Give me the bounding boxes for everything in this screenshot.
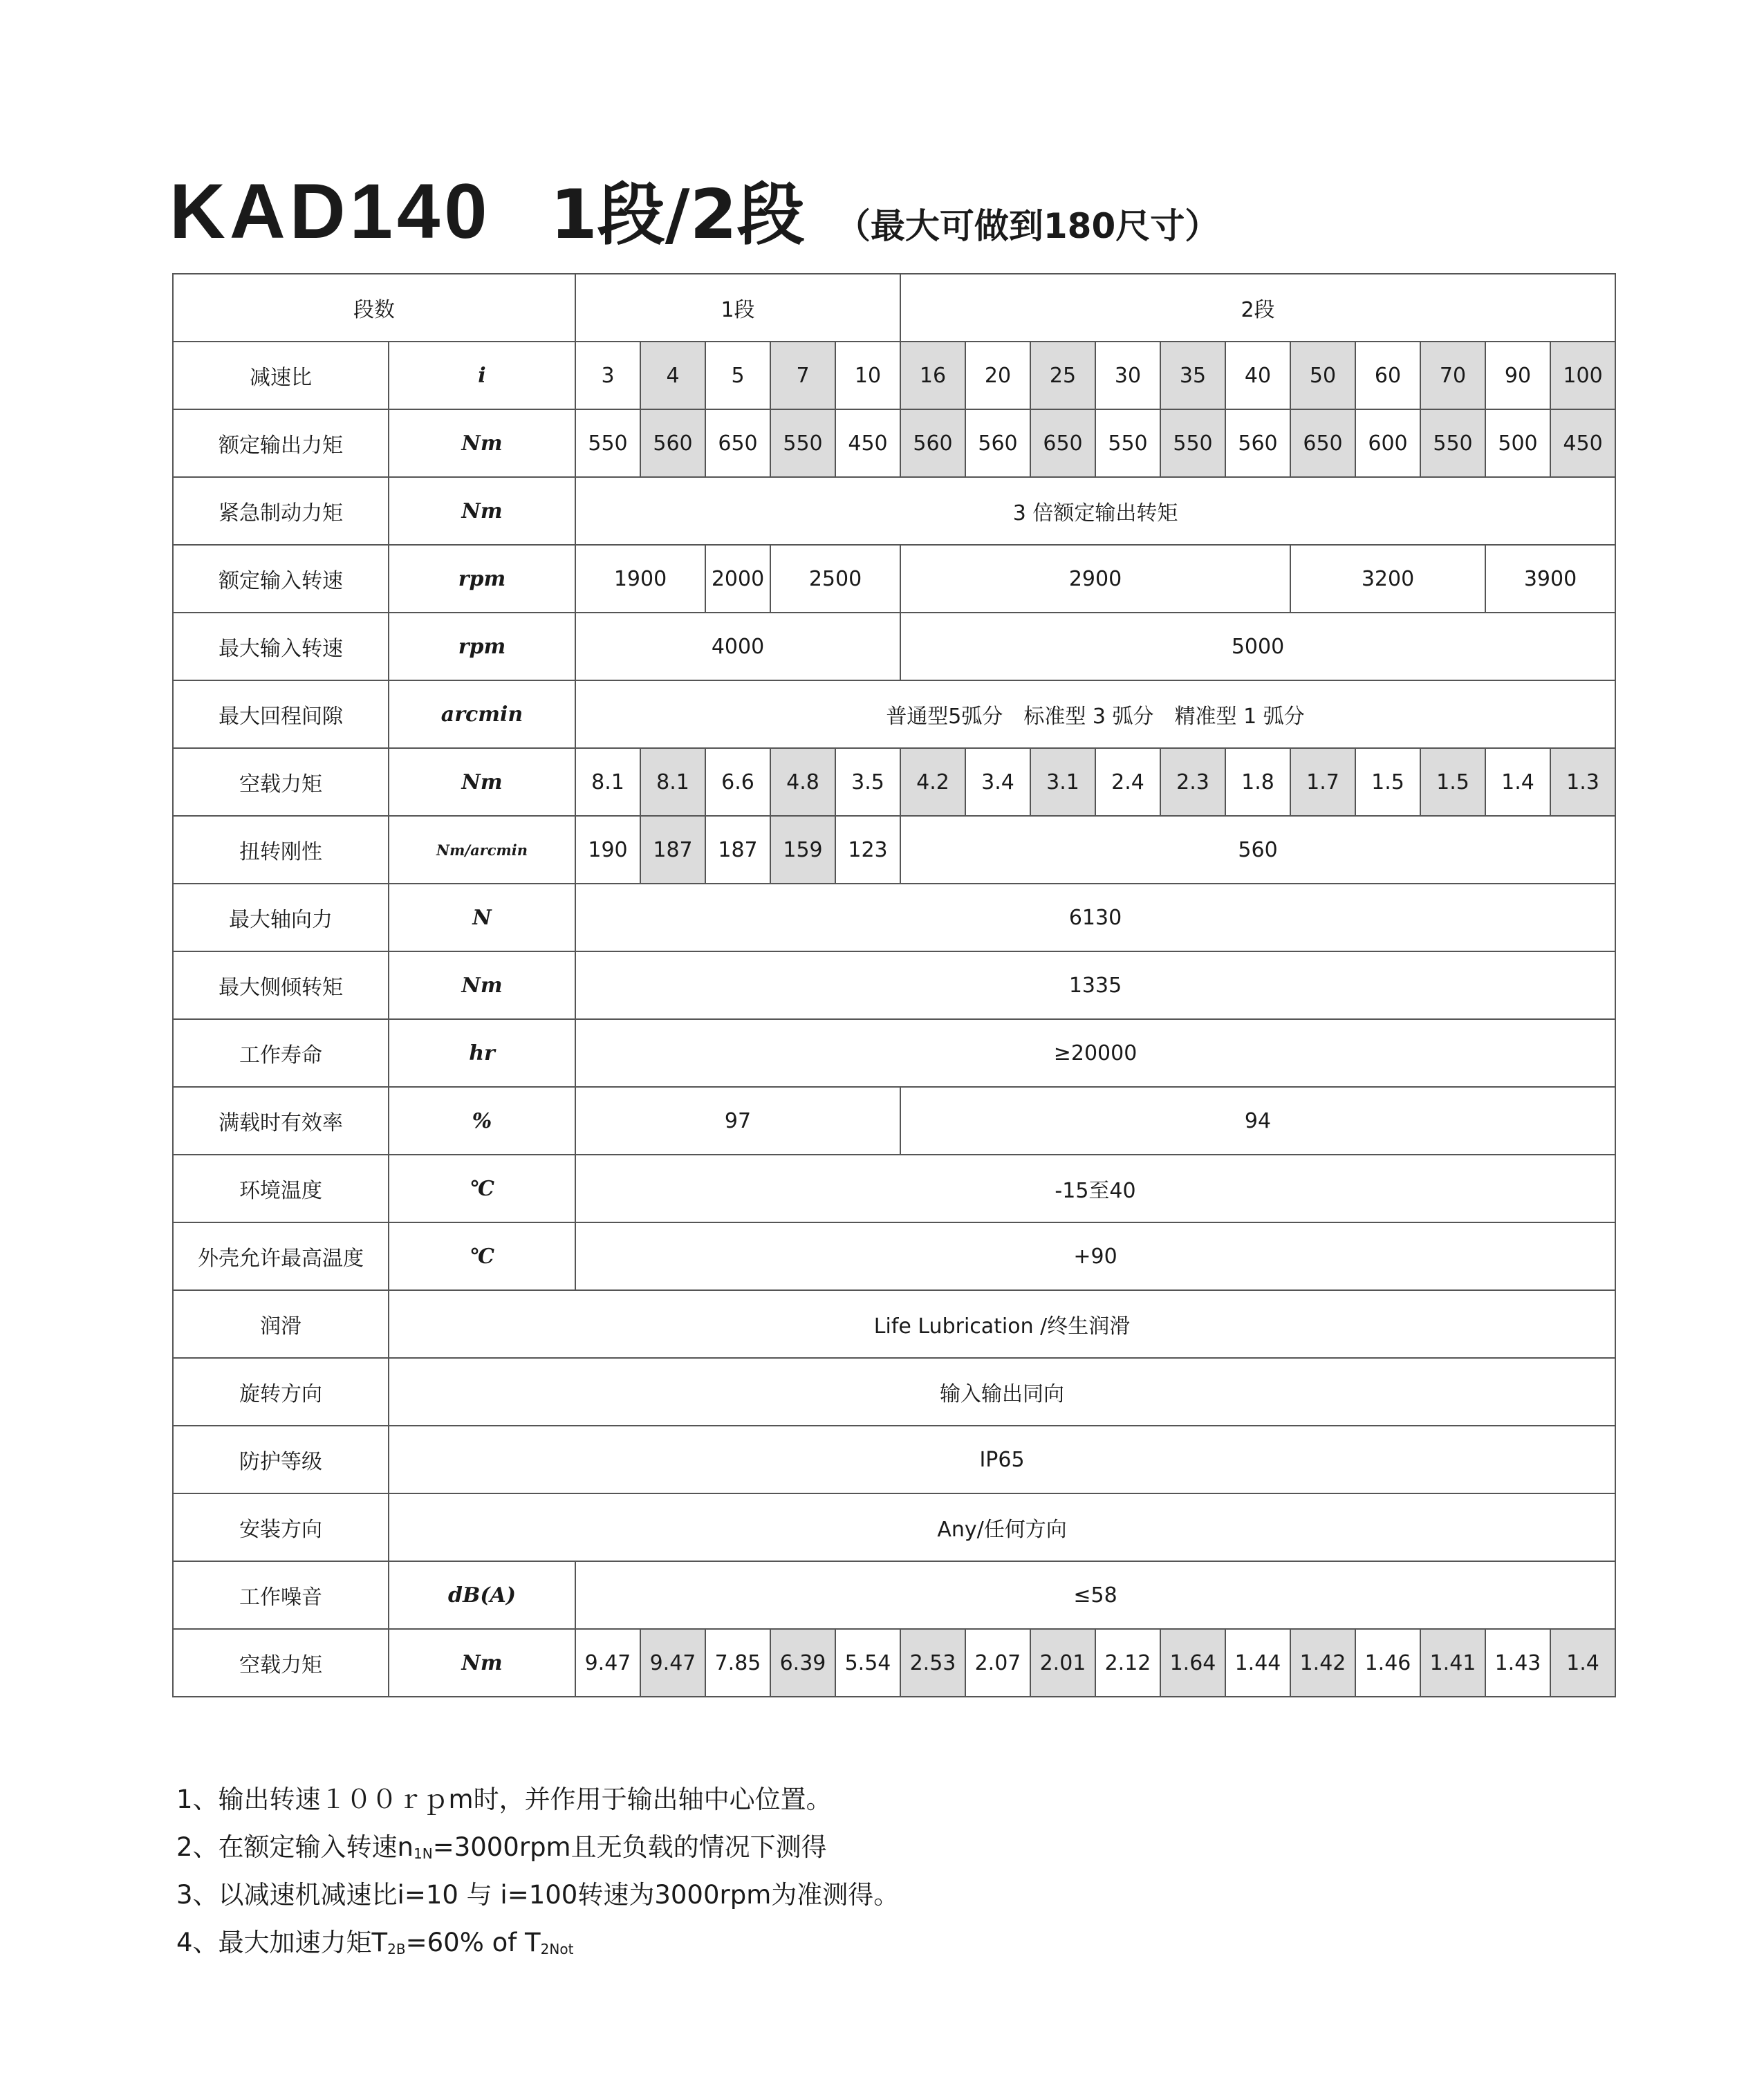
- row-label: 工作寿命: [173, 1019, 389, 1087]
- row-max-housing-temp: [173, 1222, 1615, 1290]
- value-cell: 650: [705, 409, 770, 477]
- value-cell: 1.4: [1485, 748, 1550, 816]
- row-label: 工作噪音: [173, 1561, 389, 1629]
- unit-cell: i: [389, 342, 575, 409]
- ratio-cell: 90: [1485, 342, 1550, 409]
- value-cell: 187: [640, 816, 705, 884]
- value-cell: 550: [770, 409, 835, 477]
- row-emergency-torque: [173, 477, 1615, 545]
- value-cell: 450: [1550, 409, 1615, 477]
- value-cell: 1.5: [1355, 748, 1420, 816]
- row-rated-torque: [173, 409, 1615, 477]
- value-cell: 550: [1160, 409, 1225, 477]
- row-ratio: [173, 342, 1615, 409]
- ratio-cell: 40: [1225, 342, 1290, 409]
- value-cell: 1335: [575, 951, 1615, 1019]
- value-cell: 1.64: [1160, 1629, 1225, 1697]
- value-cell: 3 倍额定输出转矩: [575, 477, 1615, 545]
- row-label: 最大侧倾转矩: [173, 951, 389, 1019]
- row-torsional-stiffness: [173, 816, 1615, 884]
- value-cell: 7.85: [705, 1629, 770, 1697]
- ratio-cell: 60: [1355, 342, 1420, 409]
- footnote-subscript: 1N: [414, 1845, 433, 1862]
- row-lubrication: [173, 1290, 1615, 1358]
- value-cell: 2.07: [965, 1629, 1030, 1697]
- value-cell: 3.1: [1030, 748, 1095, 816]
- footnote-subscript: 2Not: [540, 1941, 574, 1957]
- value-cell: 8.1: [575, 748, 640, 816]
- value-cell: 560: [1225, 409, 1290, 477]
- value-cell: Any/任何方向: [389, 1493, 1615, 1561]
- value-cell: 1.43: [1485, 1629, 1550, 1697]
- ratio-cell: 7: [770, 342, 835, 409]
- value-cell: 8.1: [640, 748, 705, 816]
- value-cell: 1.5: [1420, 748, 1485, 816]
- value-cell: +90: [575, 1222, 1615, 1290]
- value-cell: 560: [900, 409, 965, 477]
- value-cell: 6130: [575, 884, 1615, 951]
- unit-cell: Nm: [389, 951, 575, 1019]
- row-noise: [173, 1561, 1615, 1629]
- row-label: 紧急制动力矩: [173, 477, 389, 545]
- unit-cell: Nm: [389, 748, 575, 816]
- row-max-axial-force: [173, 884, 1615, 951]
- row-service-life: [173, 1019, 1615, 1087]
- ratio-cell: 10: [835, 342, 900, 409]
- value-cell: 1900: [575, 545, 705, 613]
- ratio-cell: 4: [640, 342, 705, 409]
- value-cell: 450: [835, 409, 900, 477]
- unit-cell: hr: [389, 1019, 575, 1087]
- row-no-load-torque: [173, 748, 1615, 816]
- footnote-text: 2、在额定输入转速n: [176, 1832, 414, 1862]
- row-max-tilting-torque: [173, 951, 1615, 1019]
- unit-cell: rpm: [389, 613, 575, 680]
- value-cell: ≤58: [575, 1561, 1615, 1629]
- value-cell: 500: [1485, 409, 1550, 477]
- footnote-4: [176, 1919, 899, 1966]
- value-cell: 650: [1030, 409, 1095, 477]
- model-name: KAD140: [169, 168, 492, 254]
- unit-cell: rpm: [389, 545, 575, 613]
- value-cell: 3.4: [965, 748, 1030, 816]
- value-cell: 1.3: [1550, 748, 1615, 816]
- value-cell: 4.2: [900, 748, 965, 816]
- value-cell: 1.4: [1550, 1629, 1615, 1697]
- value-cell: 4000: [575, 613, 900, 680]
- row-label: 减速比: [173, 342, 389, 409]
- unit-cell: dB(A): [389, 1561, 575, 1629]
- value-cell: 1.42: [1290, 1629, 1355, 1697]
- unit-cell: Nm: [389, 477, 575, 545]
- value-cell: IP65: [389, 1426, 1615, 1493]
- row-label: 最大轴向力: [173, 884, 389, 951]
- value-cell: 560: [965, 409, 1030, 477]
- row-ambient-temp: [173, 1155, 1615, 1222]
- ratio-cell: 25: [1030, 342, 1095, 409]
- row-label: 旋转方向: [173, 1358, 389, 1426]
- footnote-subscript: 2B: [387, 1941, 406, 1957]
- ratio-cell: 20: [965, 342, 1030, 409]
- ratio-cell: 100: [1550, 342, 1615, 409]
- footnote-text: 3、以减速机减速比i=10 与 i=100转速为3000rpm为准测得。: [176, 1880, 900, 1910]
- row-label: 扭转刚性: [173, 816, 389, 884]
- value-cell: 9.47: [575, 1629, 640, 1697]
- stage-title: 1段/2段: [550, 176, 805, 254]
- ratio-cell: 3: [575, 342, 640, 409]
- footnotes: [176, 1776, 899, 1966]
- footnote-2: [176, 1823, 899, 1871]
- footnote-text: 4、最大加速力矩T: [176, 1928, 388, 1957]
- row-protection: [173, 1426, 1615, 1493]
- row-label: 防护等级: [173, 1426, 389, 1493]
- row-label: 满载时有效率: [173, 1087, 389, 1155]
- row-rated-input-speed: [173, 545, 1615, 613]
- footnote-text: =60% of T: [405, 1928, 541, 1957]
- value-cell: 550: [1420, 409, 1485, 477]
- row-mounting: [173, 1493, 1615, 1561]
- value-cell: 3900: [1485, 545, 1615, 613]
- spec-table: [172, 273, 1616, 1697]
- value-cell: 5000: [900, 613, 1615, 680]
- value-cell: Life Lubrication /终生润滑: [389, 1290, 1615, 1358]
- row-label: 空载力矩: [173, 748, 389, 816]
- value-cell: -15至40: [575, 1155, 1615, 1222]
- ratio-cell: 5: [705, 342, 770, 409]
- row-label: 额定输出力矩: [173, 409, 389, 477]
- footnote-3: [176, 1871, 899, 1919]
- stage1-header: 1段: [575, 274, 900, 342]
- value-cell: 3200: [1290, 545, 1485, 613]
- value-cell: 600: [1355, 409, 1420, 477]
- value-cell: 5.54: [835, 1629, 900, 1697]
- unit-cell: Nm/arcmin: [389, 816, 575, 884]
- unit-cell: Nm: [389, 1629, 575, 1697]
- unit-cell: ℃: [389, 1155, 575, 1222]
- value-cell: 1.41: [1420, 1629, 1485, 1697]
- unit-cell: Nm: [389, 409, 575, 477]
- row-max-input-speed: [173, 613, 1615, 680]
- value-cell: 123: [835, 816, 900, 884]
- ratio-cell: 70: [1420, 342, 1485, 409]
- value-cell: 2.12: [1095, 1629, 1160, 1697]
- ratio-cell: 16: [900, 342, 965, 409]
- title-subtitle: （最大可做到180尺寸）: [835, 206, 1220, 246]
- unit-cell: arcmin: [389, 680, 575, 748]
- value-cell: 2500: [770, 545, 900, 613]
- stage2-header: 2段: [900, 274, 1615, 342]
- row-rotation: [173, 1358, 1615, 1426]
- value-cell: 输入输出同向: [389, 1358, 1615, 1426]
- row-efficiency: [173, 1087, 1615, 1155]
- row-label: 空载力矩: [173, 1629, 389, 1697]
- ratio-cell: 35: [1160, 342, 1225, 409]
- unit-cell: %: [389, 1087, 575, 1155]
- value-cell: 6.6: [705, 748, 770, 816]
- row-label: 安装方向: [173, 1493, 389, 1561]
- value-cell: 187: [705, 816, 770, 884]
- footnote-text: =3000rpm且无负载的情况下测得: [432, 1832, 827, 1862]
- value-cell: 1.46: [1355, 1629, 1420, 1697]
- row-label: 润滑: [173, 1290, 389, 1358]
- row-label: 最大输入转速: [173, 613, 389, 680]
- footnote-1: [176, 1776, 899, 1823]
- value-cell: 普通型5弧分 标准型 3 弧分 精准型 1 弧分: [575, 680, 1615, 748]
- ratio-cell: 50: [1290, 342, 1355, 409]
- page-title: [169, 160, 1219, 258]
- ratio-cell: 30: [1095, 342, 1160, 409]
- value-cell: 560: [640, 409, 705, 477]
- stage-label: 段数: [173, 274, 575, 342]
- value-cell: 9.47: [640, 1629, 705, 1697]
- row-label: 环境温度: [173, 1155, 389, 1222]
- value-cell: 94: [900, 1087, 1615, 1155]
- value-cell: 560: [900, 816, 1615, 884]
- unit-cell: N: [389, 884, 575, 951]
- row-label: 最大回程间隙: [173, 680, 389, 748]
- unit-cell: ℃: [389, 1222, 575, 1290]
- footnote-text: 1、输出转速１００ｒｐm时，并作用于输出轴中心位置。: [176, 1785, 832, 1814]
- value-cell: 550: [575, 409, 640, 477]
- row-label: 额定输入转速: [173, 545, 389, 613]
- row-no-load-torque-2: [173, 1629, 1615, 1697]
- value-cell: 159: [770, 816, 835, 884]
- row-backlash: [173, 680, 1615, 748]
- value-cell: 6.39: [770, 1629, 835, 1697]
- value-cell: 2.3: [1160, 748, 1225, 816]
- value-cell: 2.53: [900, 1629, 965, 1697]
- value-cell: 2900: [900, 545, 1290, 613]
- value-cell: 97: [575, 1087, 900, 1155]
- row-stage: [173, 274, 1615, 342]
- value-cell: 2.4: [1095, 748, 1160, 816]
- value-cell: 1.7: [1290, 748, 1355, 816]
- value-cell: 650: [1290, 409, 1355, 477]
- value-cell: 190: [575, 816, 640, 884]
- value-cell: 1.8: [1225, 748, 1290, 816]
- value-cell: 3.5: [835, 748, 900, 816]
- value-cell: 1.44: [1225, 1629, 1290, 1697]
- row-label: 外壳允许最高温度: [173, 1222, 389, 1290]
- value-cell: 550: [1095, 409, 1160, 477]
- value-cell: 2.01: [1030, 1629, 1095, 1697]
- value-cell: ≥20000: [575, 1019, 1615, 1087]
- value-cell: 4.8: [770, 748, 835, 816]
- value-cell: 2000: [705, 545, 770, 613]
